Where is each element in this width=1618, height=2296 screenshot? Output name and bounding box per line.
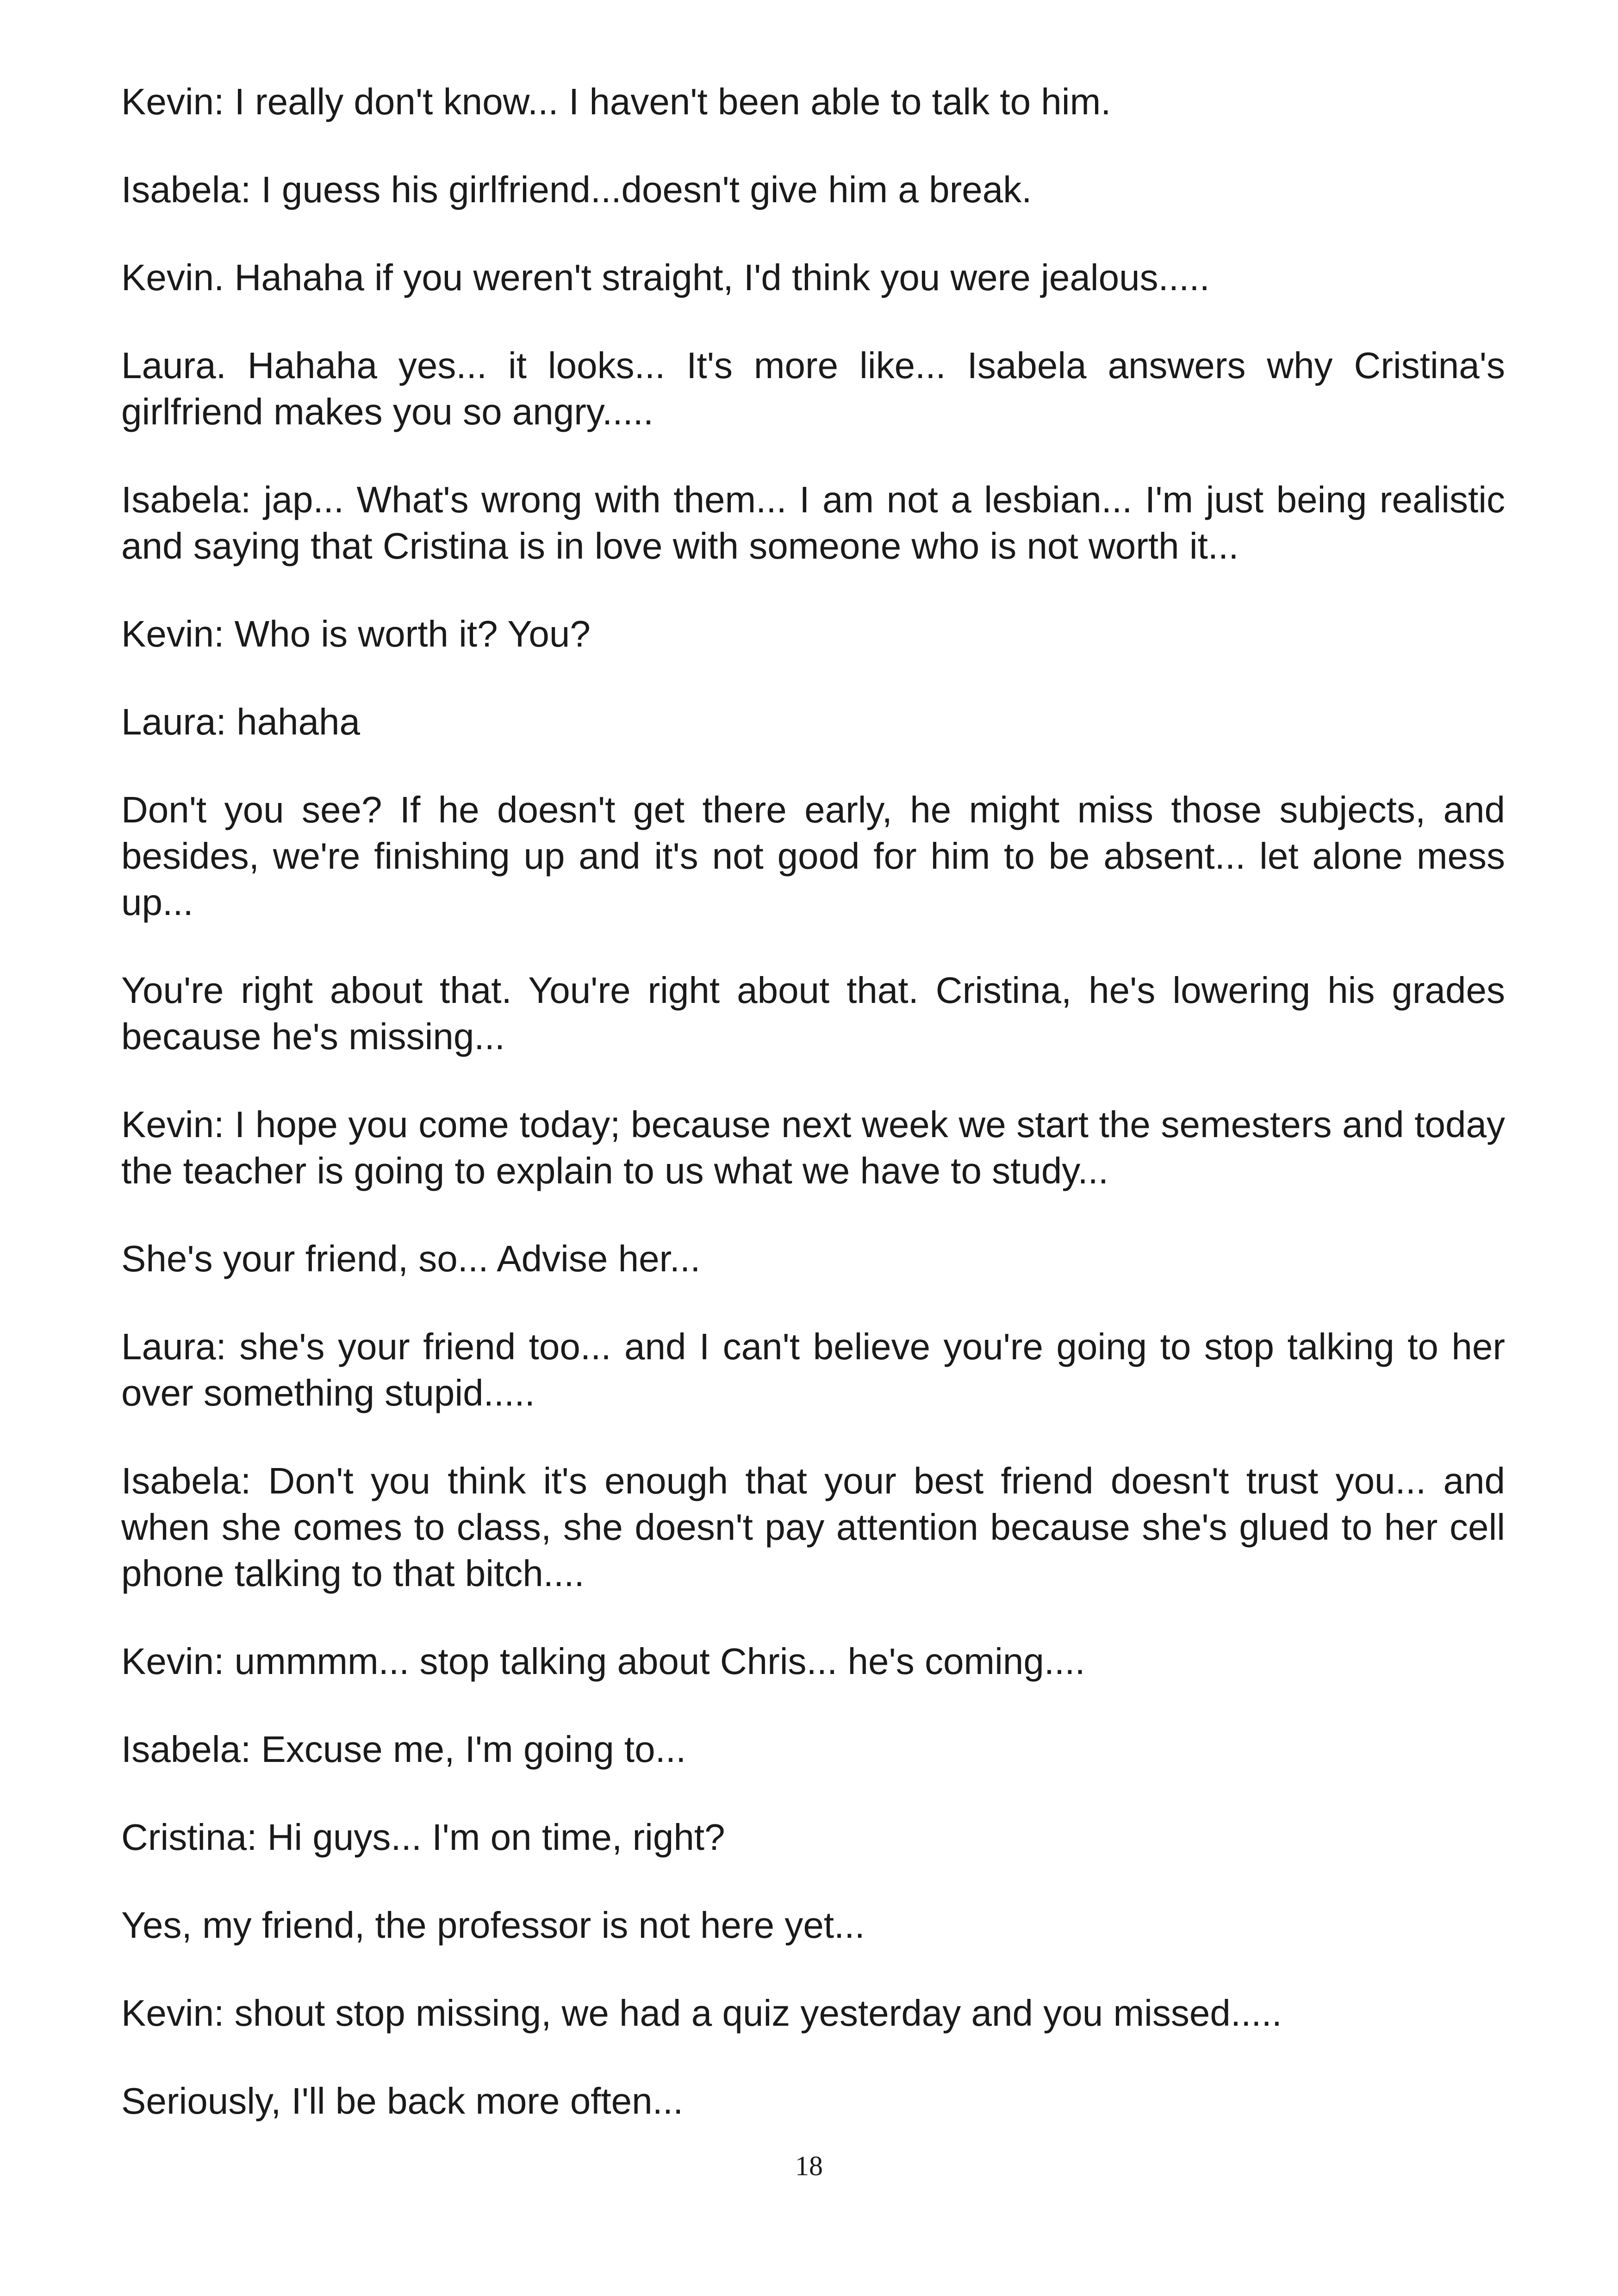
dialogue-paragraph: Kevin. Hahaha if you weren't straight, I'd think you were jealous..... bbox=[121, 257, 1210, 298]
dialogue-paragraph: Kevin: Who is worth it? You? bbox=[121, 613, 591, 654]
dialogue-paragraph: Yes, my friend, the professor is not here yet... bbox=[121, 1904, 865, 1946]
dialogue-paragraph: Isabela: jap... What's wrong with them... I am not a lesbian... I'm just being realistic and saying that Cristina is in love with someone who is not worth it... bbox=[121, 479, 1505, 566]
dialogue-paragraph: She's your friend, so... Advise her... bbox=[121, 1238, 701, 1279]
dialogue-paragraph: You're right about that. You're right about that. Cristina, he's lowering his grades because he's missing... bbox=[121, 970, 1505, 1057]
dialogue-paragraph: Cristina: Hi guys... I'm on time, right? bbox=[121, 1817, 725, 1858]
body-text bbox=[121, 79, 1505, 2166]
dialogue-paragraph: Kevin: I hope you come today; because next week we start the semesters and today the teacher is going to explain to us what we have to study... bbox=[121, 1104, 1505, 1191]
dialogue-paragraph: Seriously, I'll be back more often... bbox=[121, 2080, 684, 2122]
dialogue-paragraph: Kevin: ummmm... stop talking about Chris... he's coming.... bbox=[121, 1641, 1085, 1682]
dialogue-paragraph: Isabela: Don't you think it's enough that your best friend doesn't trust you... and when she comes to class, she doesn't pay attention because she's glued to her cell phone talking to that bitch.... bbox=[121, 1460, 1505, 1594]
dialogue-paragraph: Isabela: Excuse me, I'm going to... bbox=[121, 1729, 686, 1770]
dialogue-paragraph: Laura. Hahaha yes... it looks... It's more like... Isabela answers why Cristina's girlfriend makes you so angry..... bbox=[121, 345, 1505, 432]
dialogue-paragraph: Kevin: I really don't know... I haven't been able to talk to him. bbox=[121, 81, 1111, 122]
dialogue-paragraph: Kevin: shout stop missing, we had a quiz yesterday and you missed..... bbox=[121, 1992, 1282, 2034]
dialogue-paragraph: Isabela: I guess his girlfriend...doesn't give him a break. bbox=[121, 169, 1032, 210]
dialogue-paragraph: Laura: she's your friend too... and I can't believe you're going to stop talking to her over something stupid..... bbox=[121, 1326, 1505, 1413]
page-number: 18 bbox=[795, 2151, 823, 2181]
dialogue-paragraph: Don't you see? If he doesn't get there early, he might miss those subjects, and besides, we're finishing up and it's not good for him to be absent... let alone mess up... bbox=[121, 789, 1505, 923]
dialogue-paragraph: Laura: hahaha bbox=[121, 701, 361, 742]
